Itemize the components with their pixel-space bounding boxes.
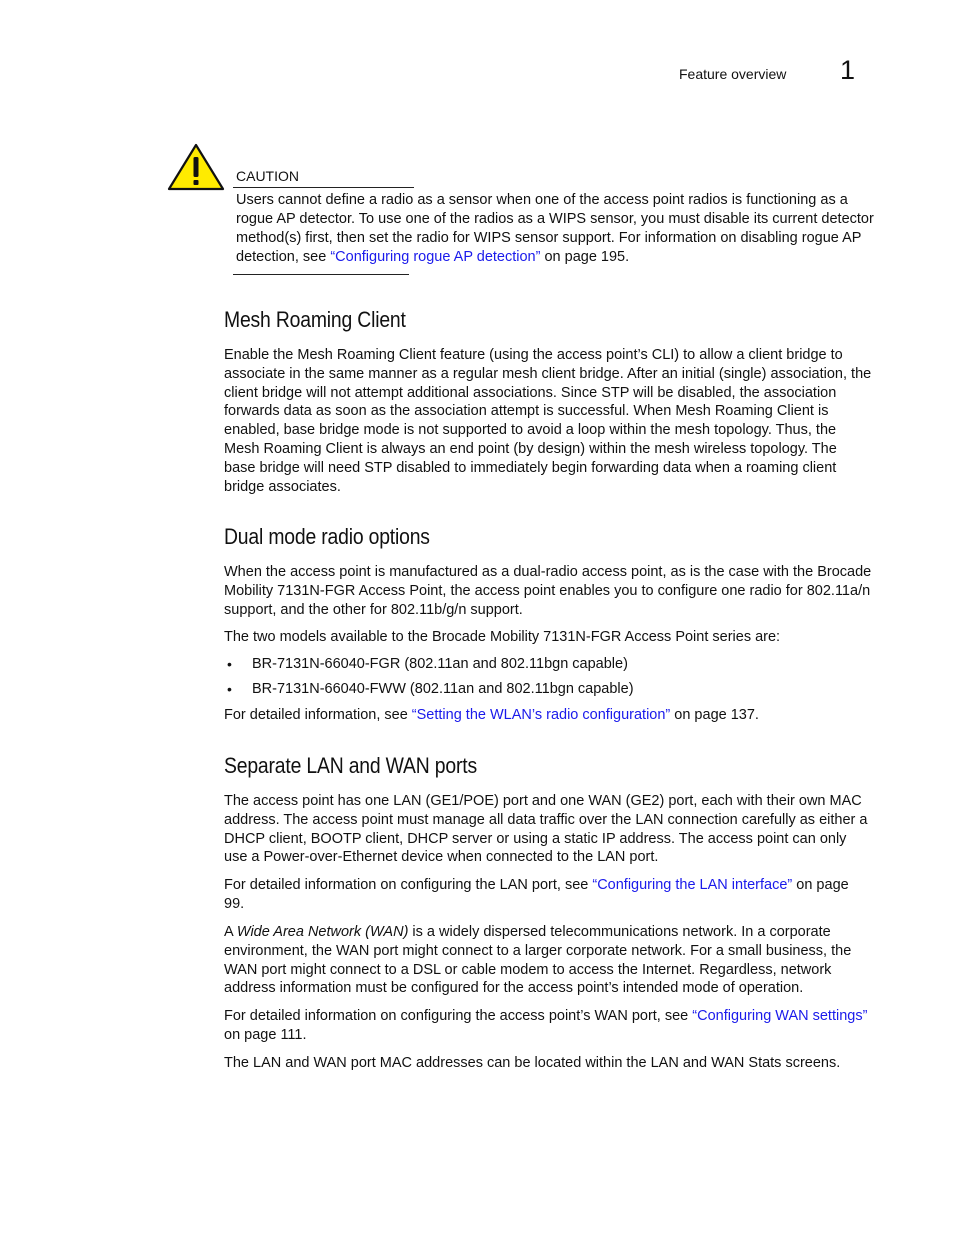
lanwan-paragraph-4 (224, 1007, 872, 1045)
caution-rule-top (233, 187, 414, 188)
dual-p3-tail: on page 137. (670, 707, 759, 723)
caution-text-body: Users cannot define a radio as a sensor when one of the access point radios is functioning as a rogue AP detector. To use one of the radios as a WIPS sensor, you must disable its current detector method(s) first, then set the radio for WIPS sensor support. For information on disabling rogue AP detection, see (236, 192, 874, 265)
wan-settings-link[interactable]: “Configuring WAN settings” (692, 1008, 868, 1024)
dual-p3-text: For detailed information, see (224, 707, 412, 723)
wan-term: Wide Area Network (WAN) (236, 924, 409, 940)
caution-text-tail: on page 195. (540, 249, 630, 265)
lanwan-paragraph-5: The LAN and WAN port MAC addresses can be located within the LAN and WAN Stats screens. (224, 1055, 841, 1071)
mesh-paragraph: Enable the Mesh Roaming Client feature (using the access point’s CLI) to allow a client bridge to associate in the same manner as a regular mesh client bridge. After an initial (single) association, the client bridge will not attempt additional associations. Since STP will be disabled, the association forwards data as soon as the association attempt is successful. When Mesh Roaming Client is enabled, base bridge mode is not supported to avoid a loop within the mesh topology. Thus, the Mesh Roaming Client is always an end point (by design) within the mesh wireless topology. The base bridge will need STP disabled to immediately begin forwarding data when a roaming client bridge associates. (224, 347, 872, 495)
mesh-heading: Mesh Roaming Client (224, 307, 406, 332)
lanwan-heading: Separate LAN and WAN ports (224, 753, 477, 778)
bullet-item: BR-7131N-66040-FWW (802.11an and 802.11bgn capable) (252, 681, 634, 697)
lanwan-p3-prefix: A (224, 924, 237, 940)
lanwan-p4-tail: on page 111. (224, 1026, 307, 1043)
dual-paragraph-3 (224, 706, 872, 725)
caution-label: CAUTION (236, 168, 299, 184)
warning-triangle-icon (166, 142, 226, 192)
dual-paragraph-1: When the access point is manufactured as a dual-radio access point, as is the case with the Brocade Mobility 7131N-FGR Access Point, the access point enables you to configure one radio for 802.11a/n support, and the other for 802.11b/g/n support. (224, 564, 872, 618)
lanwan-p2-tail: on page 99. (224, 877, 849, 912)
caution-text (236, 191, 876, 267)
header-chapter-number: 1 (840, 55, 856, 85)
lanwan-p3-text: is a widely dispersed telecommunications network. In a corporate environment, the WAN port might connect to a larger corporate network. For a small business, the WAN port might connect to a DSL or cable modem to access the Internet. Regardless, network address information must be configured for the access point’s intended mode of operation. (224, 924, 852, 997)
dual-paragraph-2: The two models available to the Brocade Mobility 7131N-FGR Access Point series are: (224, 629, 781, 645)
dual-heading: Dual mode radio options (224, 524, 430, 549)
lanwan-p2-text: For detailed information on configuring the LAN port, see (224, 877, 593, 893)
radio-config-link[interactable]: “Setting the WLAN’s radio configuration” (411, 707, 671, 723)
header-section-title: Feature overview (679, 66, 787, 82)
lanwan-p4-text: For detailed information on configuring the access point’s WAN port, see (224, 1008, 693, 1024)
bullet-item: BR-7131N-66040-FGR (802.11an and 802.11bgn capable) (252, 656, 628, 672)
caution-rule-bottom (233, 274, 409, 275)
lanwan-paragraph-2 (224, 876, 872, 914)
caution-link[interactable]: “Configuring rogue AP detection” (330, 249, 541, 265)
lanwan-paragraph-1: The access point has one LAN (GE1/POE) port and one WAN (GE2) port, each with their own MAC address. The access point must manage all data traffic over the LAN connection carefully as either a DHCP client, BOOTP client, DHCP server or using a static IP address. The access point can only use a Power-over-Ethernet device when connected to the LAN port. (224, 793, 868, 866)
bullet-marker: • (227, 656, 232, 672)
bullet-marker: • (227, 681, 232, 697)
lan-interface-link[interactable]: “Configuring the LAN interface” (592, 877, 793, 893)
lanwan-paragraph-3 (224, 923, 872, 998)
